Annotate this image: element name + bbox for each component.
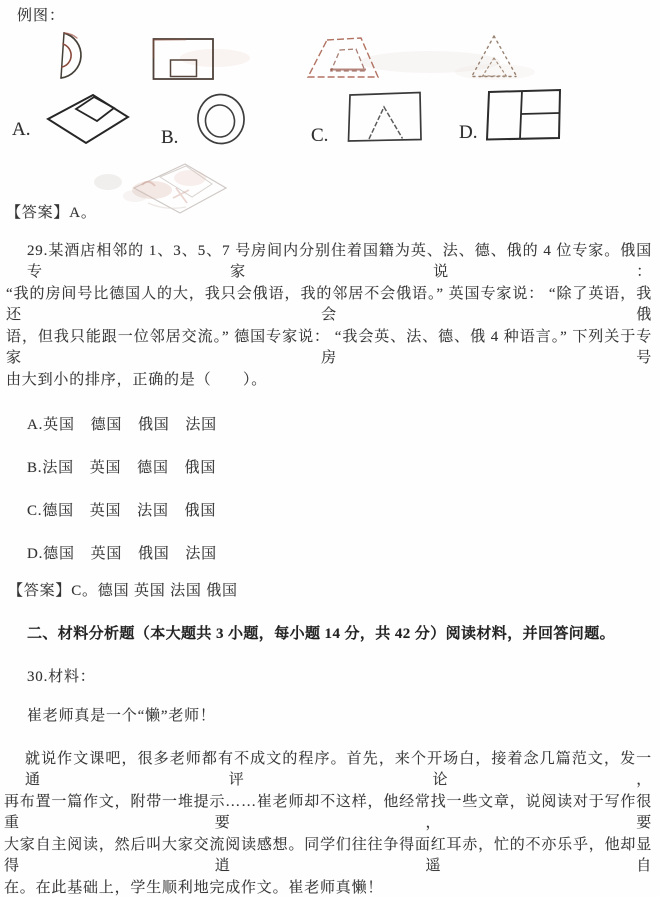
figure-option-c-label: C. bbox=[311, 125, 329, 146]
half-ring-figure bbox=[61, 33, 81, 78]
section2-heading: 二、材料分析题（本大题共 3 小题，每小题 14 分，共 42 分）阅读材料，并回答问题。 bbox=[27, 626, 616, 642]
question29-line-4: 由大到小的排序，正确的是（ ）。 bbox=[6, 372, 268, 388]
option-c-rect-triangle-figure bbox=[349, 93, 422, 142]
question29-option-c: C.德国 英国 法国 俄国 bbox=[27, 503, 217, 519]
figure-option-d-label: D. bbox=[459, 122, 478, 143]
question29-line-3: 语，但我只能跟一位邻居交流。” 德国专家说： “我会英、法、德、俄 4 种语言。” 下列关于专家房号 bbox=[6, 329, 652, 366]
example-figures-caption: 例图： bbox=[17, 8, 66, 24]
question30-opening: 崔老师真是一个“懒”老师！ bbox=[27, 708, 216, 724]
question29-line-1: 29.某酒店相邻的 1、3、5、7 号房间内分别住着国籍为英、法、德、俄的 4 位专家。俄国专家说： bbox=[27, 243, 652, 280]
question29-option-b: B.法国 英国 德国 俄国 bbox=[27, 460, 217, 476]
question29-line-2: “我的房间号比德国人的大，我只会俄语，我的邻居不会俄语。” 英国专家说： “除了英语，我还会俄 bbox=[6, 286, 652, 323]
question29-option-d: D.德国 英国 俄国 法国 bbox=[27, 546, 217, 562]
question29-option-a: A.英国 德国 俄国 法国 bbox=[27, 417, 217, 433]
question30-paragraph-line-3: 大家自主阅读，然后叫大家交流阅读感想。同学们往往争得面红耳赤，忙的不亦乐乎，他却显得逍遥自 bbox=[4, 837, 652, 874]
scan-watermark-smudges bbox=[94, 49, 535, 190]
answer-line-question29: 【答案】C。德国 英国 法国 俄国 bbox=[8, 583, 238, 599]
figure-option-a-label: A. bbox=[12, 119, 31, 140]
figure-option-b-label: B. bbox=[161, 127, 179, 148]
question30-paragraph-line-4: 在。在此基础上，学生顺利地完成作文。崔老师真懒！ bbox=[4, 880, 384, 896]
option-d-partitioned-rect-figure bbox=[487, 90, 560, 140]
question30-paragraph-line-1: 就说作文课吧，很多老师都有不成文的程序。首先，来个开场白，接着念几篇范文，发一通评论， bbox=[25, 751, 652, 788]
example-figures-graphic bbox=[0, 0, 660, 228]
answer-line-example: 【答案】A。 bbox=[6, 205, 97, 221]
question30-label: 30.材料： bbox=[27, 669, 96, 685]
option-a-rhombus-figure bbox=[48, 95, 128, 143]
question30-paragraph-line-2: 再布置一篇作文，附带一堆提示……崔老师却不这样，他经常找一些文章，说阅读对于写作很重要，要 bbox=[4, 794, 652, 831]
option-b-double-ellipse-figure bbox=[196, 92, 247, 146]
